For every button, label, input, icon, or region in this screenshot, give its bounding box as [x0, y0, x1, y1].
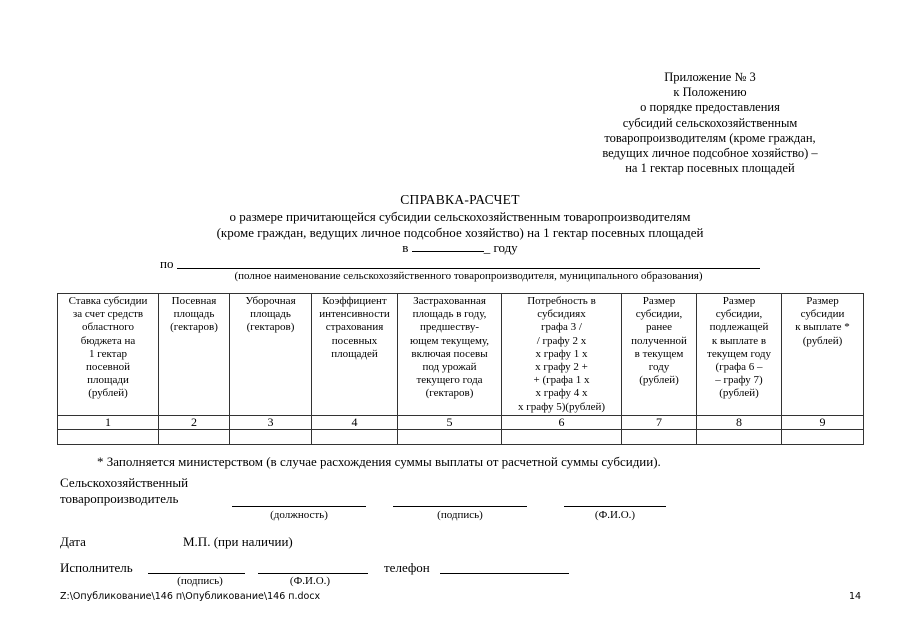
appendix-line: субсидий сельскохозяйственным — [622, 115, 798, 130]
file-path: Z:\Опубликование\146 п\Опубликование\146 п.docx — [60, 591, 321, 602]
appendix-header — [560, 70, 860, 176]
producer-label-line2: товаропроизводитель — [60, 491, 179, 506]
page-number: 14 — [849, 591, 862, 602]
document-title: СПРАВКА-РАСЧЕТ — [400, 192, 520, 207]
column-number-cell: 1 — [58, 415, 159, 429]
appendix-line: о порядке предоставления — [640, 100, 780, 115]
table-data-row — [58, 429, 864, 444]
position-signature-field[interactable] — [232, 506, 366, 507]
executor-signature-field[interactable] — [148, 573, 245, 574]
producer-name-caption: (полное наименование сельскохозяйственного товаропроизводителя, муниципального образования) — [234, 270, 703, 282]
column-number-cell: 6 — [502, 415, 622, 429]
table-data-cell[interactable] — [230, 429, 312, 444]
executor-name-caption: (Ф.И.О.) — [289, 575, 331, 587]
producer-signature-field[interactable] — [393, 506, 527, 507]
table-header-cell: Ставка субсидии за счет средств областного бюджета на 1 гектар посевной площади (рублей) — [58, 294, 159, 416]
executor-signature-caption: (подпись) — [177, 575, 223, 587]
year-line — [60, 240, 860, 256]
table-data-cell[interactable] — [312, 429, 398, 444]
table-data-cell[interactable] — [502, 429, 622, 444]
column-number-cell: 8 — [697, 415, 782, 429]
document-subtitle-line2: (кроме граждан, ведущих личное подсобное хозяйство) на 1 гектар посевных площадей — [216, 225, 704, 240]
table-data-cell[interactable] — [622, 429, 697, 444]
year-prefix: в — [402, 240, 409, 255]
producer-name-field[interactable] — [564, 506, 666, 507]
date-label: Дата — [60, 534, 86, 549]
table-header-cell: Уборочная площадь (гектаров) — [230, 294, 312, 416]
table-header-cell: Посевная площадь (гектаров) — [159, 294, 230, 416]
executor-name-field[interactable] — [258, 573, 368, 574]
table-header-row — [58, 294, 864, 416]
column-number-cell: 9 — [782, 415, 864, 429]
table-data-cell[interactable] — [697, 429, 782, 444]
table-header-cell: Застрахованная площадь в году, предшеству- ющем текущему, включая посевы под урожай текущего года (гектаров) — [398, 294, 502, 416]
table-column-number-row — [58, 415, 864, 429]
table-header-cell: Коэффициент интенсивности страхования посевных площадей — [312, 294, 398, 416]
appendix-line: Приложение № 3 — [664, 70, 756, 84]
column-number-cell: 4 — [312, 415, 398, 429]
stamp-label: М.П. (при наличии) — [183, 534, 293, 549]
appendix-line: ведущих личное подсобное хозяйство) – — [602, 146, 818, 161]
footnote: * Заполняется министерством (в случае расхождения суммы выплаты от расчетной суммы субсидии). — [97, 454, 661, 469]
phone-field[interactable] — [440, 573, 569, 574]
table-data-cell[interactable] — [159, 429, 230, 444]
executor-label: Исполнитель — [60, 560, 133, 575]
table-header-cell: Размер субсидии, ранее полученной в текущем году (рублей) — [622, 294, 697, 416]
column-number-cell: 2 — [159, 415, 230, 429]
producer-label-line1: Сельскохозяйственный — [60, 475, 189, 490]
year-blank-field[interactable] — [412, 240, 484, 252]
po-label: по — [160, 256, 174, 271]
table-data-cell[interactable] — [58, 429, 159, 444]
table-header-cell: Потребность в субсидиях графа 3 / / графу 2 х х графу 1 х х графу 2 + + (графа 1 х х графу 4 х х графу 5)(рублей) — [502, 294, 622, 416]
table-header-cell: Размер субсидии, подлежащей к выплате в текущем году (графа 6 – – графу 7) (рублей) — [697, 294, 782, 416]
column-number-cell: 3 — [230, 415, 312, 429]
signature-caption: (подпись) — [437, 509, 483, 521]
appendix-line: к Положению — [673, 85, 747, 100]
name-caption: (Ф.И.О.) — [594, 509, 636, 521]
position-caption: (должность) — [270, 509, 328, 521]
producer-name-blank-field[interactable] — [177, 268, 760, 269]
appendix-line: товаропроизводителям (кроме граждан, — [604, 130, 816, 145]
calculation-table — [57, 293, 864, 445]
table-data-cell[interactable] — [782, 429, 864, 444]
table-header-cell: Размер субсидии к выплате * (рублей) — [782, 294, 864, 416]
document-subtitle-line1: о размере причитающейся субсидии сельскохозяйственным товаропроизводителям — [229, 209, 691, 224]
column-number-cell: 5 — [398, 415, 502, 429]
appendix-line: на 1 гектар посевных площадей — [625, 161, 795, 176]
phone-label: телефон — [384, 560, 430, 575]
year-suffix: _ году — [483, 240, 518, 255]
column-number-cell: 7 — [622, 415, 697, 429]
table-data-cell[interactable] — [398, 429, 502, 444]
